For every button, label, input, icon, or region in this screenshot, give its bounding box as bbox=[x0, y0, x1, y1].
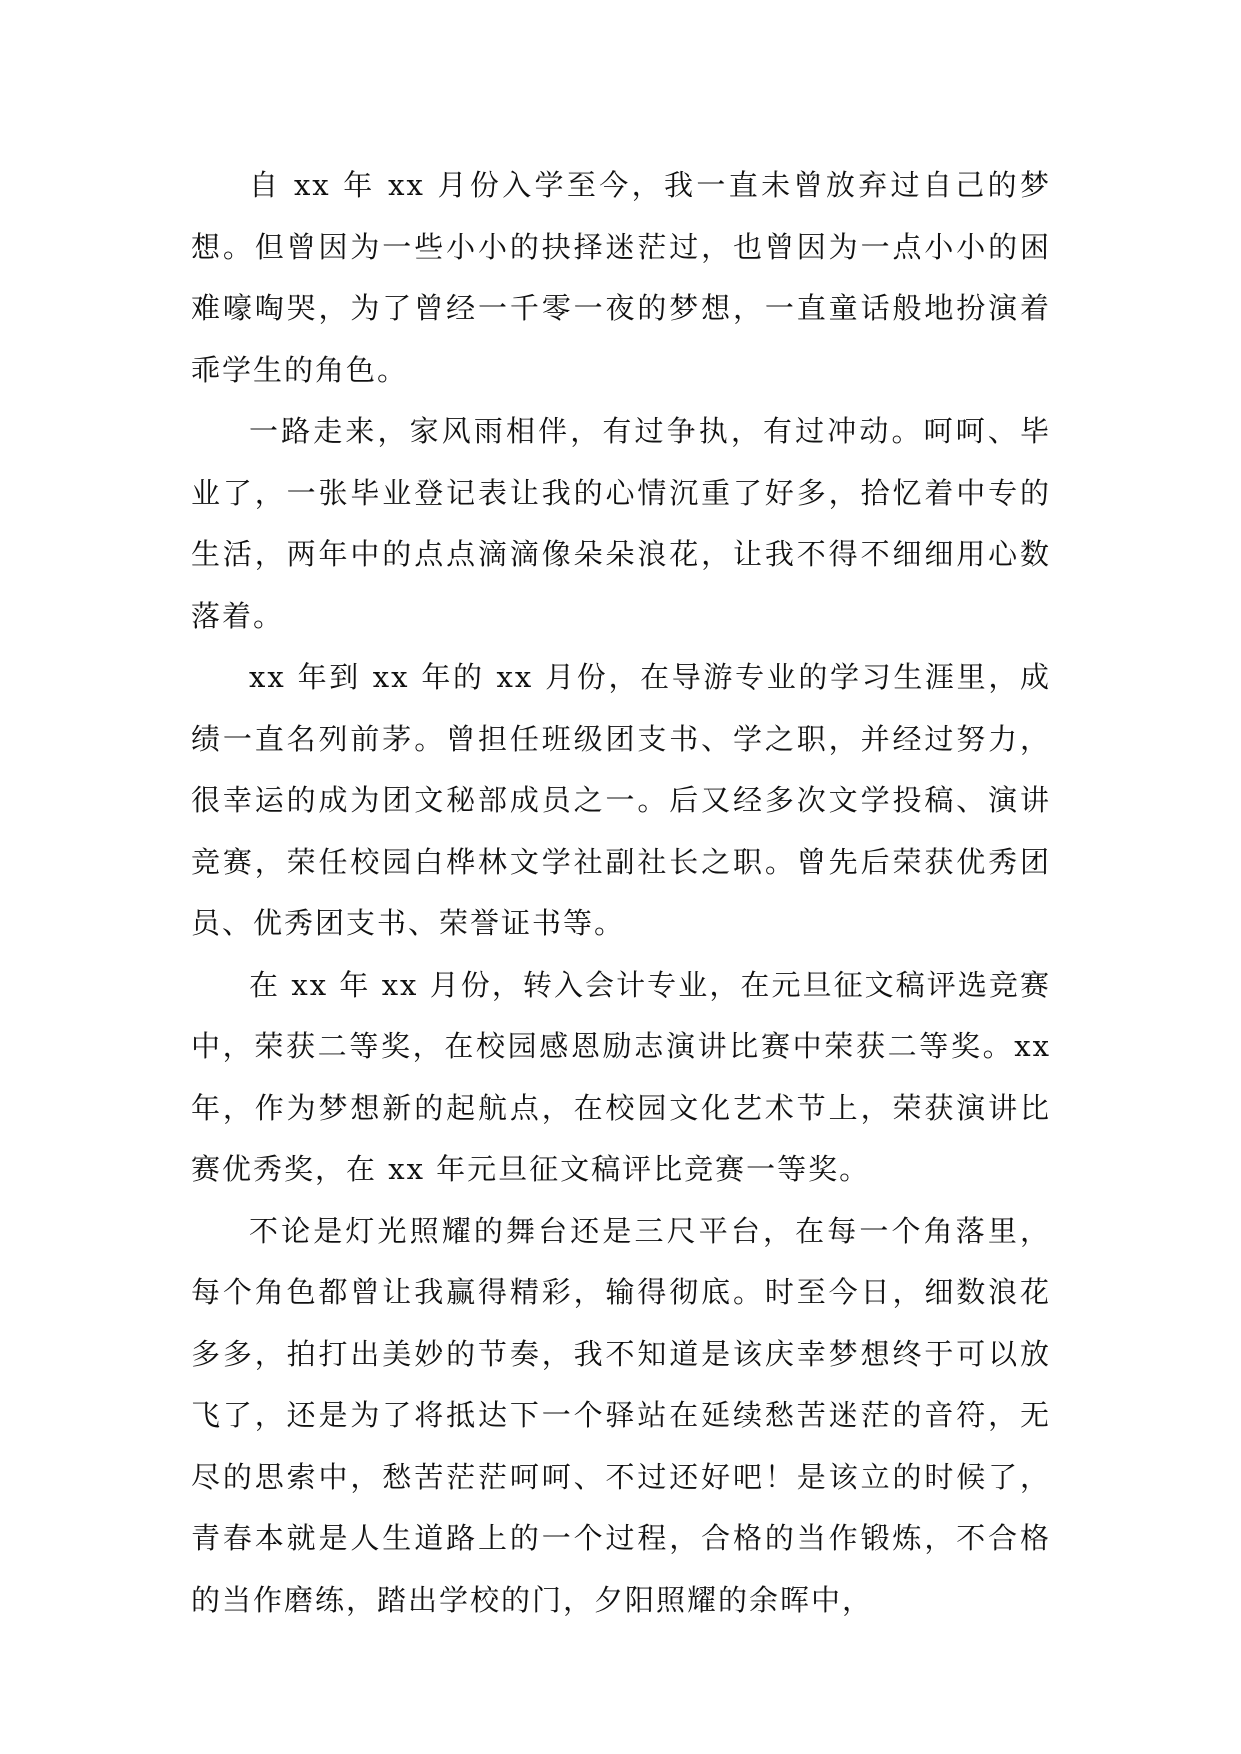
paragraph-4: 在 xx 年 xx 月份，转入会计专业，在元旦征文稿评选竞赛中，荣获二等奖，在校园感恩励志演讲比赛中荣获二等奖。xx 年，作为梦想新的起航点，在校园文化艺术节上，荣获演讲比赛优秀奖，在 xx 年元旦征文稿评比竞赛一等奖。 bbox=[191, 967, 1051, 1186]
paragraph-5: 不论是灯光照耀的舞台还是三尺平台，在每一个角落里，每个角色都曾让我赢得精彩，输得彻底。时至今日，细数浪花多多，拍打出美妙的节奏，我不知道是该庆幸梦想终于可以放飞了，还是为了将抵达下一个驿站在延续愁苦迷茫的音符，无尽的思索中，愁苦茫茫呵呵、不过还好吧！是该立的时候了，青春本就是人生道路上的一个过程，合格的当作锻炼，不合格的当作磨练，踏出学校的门，夕阳照耀的余晖中， bbox=[191, 1213, 1051, 1617]
paragraph-2: 一路走来，家风雨相伴，有过争执，有过冲动。呵呵、毕业了，一张毕业登记表让我的心情沉重了好多，拾忆着中专的生活，两年中的点点滴滴像朵朵浪花，让我不得不细细用心数落着。 bbox=[191, 414, 1051, 633]
document-body bbox=[191, 155, 1051, 1631]
paragraph-1: 自 xx 年 xx 月份入学至今，我一直未曾放弃过自己的梦想。但曾因为一些小小的抉择迷茫过，也曾因为一点小小的困难嚎啕哭，为了曾经一千零一夜的梦想，一直童话般地扮演着乖学生的角色。 bbox=[191, 168, 1051, 387]
paragraph-3: xx 年到 xx 年的 xx 月份，在导游专业的学习生涯里，成绩一直名列前茅。曾担任班级团支书、学之职，并经过努力，很幸运的成为团文秘部成员之一。后又经多次文学投稿、演讲竞赛，荣任校园白桦林文学社副社长之职。曾先后荣获优秀团员、优秀团支书、荣誉证书等。 bbox=[191, 660, 1051, 940]
